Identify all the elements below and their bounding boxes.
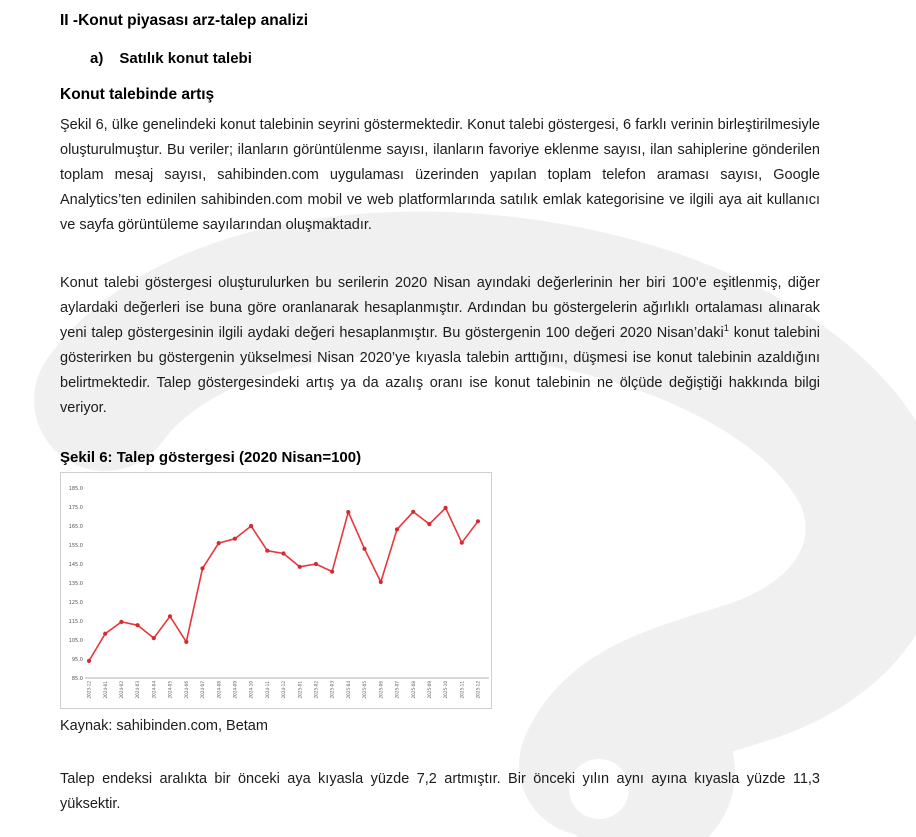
subsection-heading xyxy=(90,48,820,69)
x-axis-tick-label: 2023-12 xyxy=(86,681,92,699)
y-axis-tick-label: 155.0 xyxy=(68,542,83,549)
y-axis-tick-label: 105.0 xyxy=(68,637,83,644)
demand-index-line xyxy=(89,508,478,661)
y-axis-tick-label: 165.0 xyxy=(68,523,83,530)
x-axis-tick-label: 2024-10 xyxy=(248,681,254,699)
demand-index-chart xyxy=(60,472,492,709)
data-point-marker xyxy=(87,659,91,663)
data-point-marker xyxy=(395,527,399,531)
data-point-marker xyxy=(427,522,431,526)
data-point-marker xyxy=(460,541,464,545)
y-axis-tick-label: 85.0 xyxy=(71,675,83,682)
x-axis-tick-label: 2025-09 xyxy=(426,681,432,699)
subsection-letter: a) xyxy=(90,50,104,67)
data-point-marker xyxy=(444,506,448,510)
footnote-reference-1: 1 xyxy=(723,323,729,335)
paragraph-monthly-change: Talep endeksi aralıkta bir önceki aya kıyasla yüzde 7,2 artmıştır. Bir önceki yılın aynı ayına kıyasla yüzde 11,3 yüksektir. xyxy=(60,771,820,812)
source-line: Kaynak: sahibinden.com, Betam xyxy=(60,718,268,734)
x-axis-tick-label: 2025-12 xyxy=(475,681,481,699)
x-axis-tick-label: 2024-11 xyxy=(264,681,270,699)
x-axis-tick-label: 2025-07 xyxy=(394,681,400,699)
paragraph-index-method-part1: Konut talebi göstergesi oluşturulurken bu serilerin 2020 Nisan ayındaki değerlerinin her biri 100'e eşitlenmiş, diğer aylardaki değerleri ise buna göre oranlanarak hesaplanmıştır. Ardından bu göstergelerin ağırlıklı ortalaması alınarak yeni talep göstergesinin ilgili aydaki değeri hesaplanmıştır. Bu göstergenin 100 değeri 2020 Nisan’daki xyxy=(60,275,820,341)
y-axis-tick-label: 175.0 xyxy=(68,504,83,511)
x-axis-tick-label: 2024-09 xyxy=(232,681,238,699)
paragraph-index-method xyxy=(60,271,820,421)
data-point-marker xyxy=(411,510,415,514)
paragraph-index-method-part2: konut talebini gösterirken bu göstergenin yükselmesi Nisan 2020’ye kıyasla talebin arttığını, düşmesi ise konut talebinin azaldığını belirtmektedir. Talep göstergesindeki artış ya da azalış oranı ise konut talebinin ne ölçüde değiştiği hakkında bilgi veriyor. xyxy=(60,325,820,416)
figure-caption: Şekil 6: Talep göstergesi (2020 Nisan=100) xyxy=(60,449,362,466)
x-axis-tick-label: 2025-06 xyxy=(378,681,384,699)
y-axis-tick-label: 95.0 xyxy=(71,656,83,663)
data-point-marker xyxy=(265,549,269,553)
data-point-marker xyxy=(281,551,285,555)
data-point-marker xyxy=(314,562,318,566)
data-point-marker xyxy=(330,570,334,574)
data-point-marker xyxy=(119,620,123,624)
data-point-marker xyxy=(103,632,107,636)
y-axis-tick-label: 135.0 xyxy=(68,580,83,587)
page-title: II -Konut piyasası arz-talep analizi xyxy=(60,12,309,29)
data-point-marker xyxy=(233,537,237,541)
x-axis-tick-label: 2024-07 xyxy=(200,681,206,699)
subsection-title: Satılık konut talebi xyxy=(119,50,252,67)
data-point-marker xyxy=(298,565,302,569)
x-axis-tick-label: 2025-05 xyxy=(362,681,368,699)
paragraph-demand-description: Şekil 6, ülke genelindeki konut talebinin seyrini göstermektedir. Konut talebi göstergesi, 6 farklı verinin birleştirilmesiyle oluşturulmuştur. Bu veriler; ilanların görüntülenme sayısı, ilanların favoriye eklenme sayısı, ilan sahiplerine gönderilen toplam mesaj sayısı, sahibinden.com uygulaması üzerinden yapılan toplam telefon araması sayısı, Google Analytics’ten edinilen sahibinden.com mobil ve web platformlarında satılık emlak kategorisine ve ilgili aya ait kullanıcı ve sayfa görüntüleme sayılarından oluşmaktadır. xyxy=(60,117,820,233)
x-axis-tick-label: 2025-10 xyxy=(443,681,449,699)
y-axis-tick-label: 125.0 xyxy=(68,599,83,606)
data-point-marker xyxy=(184,640,188,644)
x-axis-tick-label: 2024-03 xyxy=(135,681,141,699)
section-title: Konut talebinde artış xyxy=(60,86,215,103)
demand-chart-svg xyxy=(61,473,491,708)
data-point-marker xyxy=(249,524,253,528)
data-point-marker xyxy=(168,614,172,618)
data-point-marker xyxy=(217,541,221,545)
data-point-marker xyxy=(362,547,366,551)
x-axis-tick-label: 2024-05 xyxy=(167,681,173,699)
data-point-marker xyxy=(200,566,204,570)
x-axis-tick-label: 2025-01 xyxy=(297,681,303,699)
x-axis-tick-label: 2024-06 xyxy=(183,681,189,699)
y-axis-tick-label: 115.0 xyxy=(68,618,83,625)
x-axis-tick-label: 2024-01 xyxy=(102,681,108,699)
x-axis-tick-label: 2025-08 xyxy=(410,681,416,699)
x-axis-tick-label: 2025-02 xyxy=(313,681,319,699)
x-axis-tick-label: 2025-11 xyxy=(459,681,465,699)
y-axis-tick-label: 185.0 xyxy=(68,485,83,492)
y-axis-tick-label: 145.0 xyxy=(68,561,83,568)
x-axis-tick-label: 2024-12 xyxy=(281,681,287,699)
x-axis-tick-label: 2025-04 xyxy=(345,681,351,699)
data-point-marker xyxy=(476,519,480,523)
data-point-marker xyxy=(346,510,350,514)
x-axis-tick-label: 2024-08 xyxy=(216,681,222,699)
data-point-marker xyxy=(379,580,383,584)
x-axis-tick-label: 2024-04 xyxy=(151,681,157,699)
x-axis-tick-label: 2024-02 xyxy=(119,681,125,699)
data-point-marker xyxy=(152,636,156,640)
data-point-marker xyxy=(136,623,140,627)
x-axis-tick-label: 2025-03 xyxy=(329,681,335,699)
